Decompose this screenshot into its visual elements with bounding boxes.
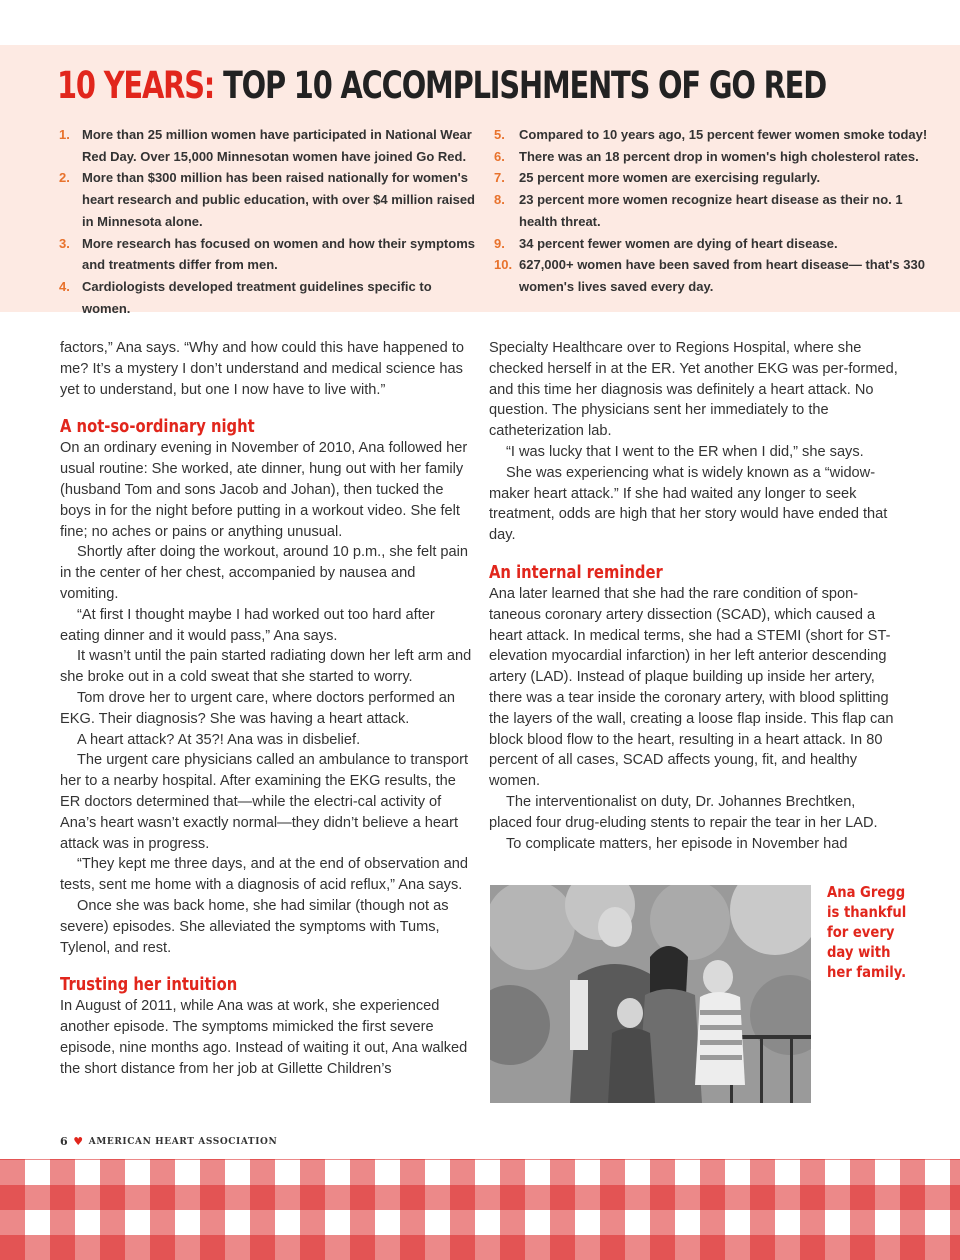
paragraph: Shortly after doing the workout, around 10 p.m., she felt pain in the center of her chest, accompanied by nausea and vomiting. <box>60 544 469 602</box>
gingham-border <box>0 1159 960 1260</box>
paragraph: “I was lucky that I went to the ER when I did,” she says. <box>506 443 864 460</box>
list-item <box>57 276 477 319</box>
list-item <box>494 146 934 168</box>
paragraph: Once she was back home, she had similar (though not as severe) episodes. She alleviated the symptoms with Tums, Tylenol, and rest. <box>60 897 449 956</box>
item-text: Cardiologists developed treatment guidelines specific to women. <box>82 278 432 316</box>
list-item <box>494 189 934 232</box>
paragraph: Ana later learned that she had the rare condition of spon-taneous coronary artery dissection (SCAD), which caused a heart attack. In medical terms, she had a STEMI (short for ST-elevation myocardial infarction) in her left anterior descending artery (LAD). Instead of plaque building up inside her artery, there was a tear inside the coronary artery, with blood splitting the layers of the wall, creating a loose flap inside. This flap can block blood flow to the heart, resulting in a heart attack. In 80 percent of all cases, SCAD affects young, fit, and healthy women. <box>489 585 894 790</box>
list-item <box>57 167 477 232</box>
paragraph: On an ordinary evening in November of 2010, Ana followed her usual routine: She worked, ate dinner, hung out with her family (husband Tom and sons Jacob and Johan), then tucked the boys in for the night before putting in a workout video. She felt fine; no aches or pains or anything unusual. <box>60 440 468 540</box>
item-number: 4. <box>59 278 70 294</box>
paragraph: Tom drove her to urgent care, where doctors performed an EKG. Their diagnosis? She was having a heart attack. <box>60 689 456 727</box>
paragraph: Specialty Healthcare over to Regions Hospital, where she checked herself in at the ER. Yet another EKG was per-formed, and this time her diagnosis was definitely a heart attack. No question. The physicians sent her immediately to the catheterization lab. <box>489 340 898 440</box>
accomplishments-list-left <box>57 124 477 319</box>
paragraph: factors,” Ana says. “Why and how could this have happened to me? It’s a mystery I don’t understand and medical science has yet to understand, but one I now have to live with.” <box>60 340 464 398</box>
list-item <box>494 254 934 297</box>
family-photo-illustration <box>490 885 811 1103</box>
item-text: More than 25 million women have participated in National Wear Red Day. Over 15,000 Minnesotan women have joined Go Red. <box>82 127 472 164</box>
section-heading: Trusting her intuition <box>60 974 238 996</box>
item-number: 2. <box>59 170 70 186</box>
item-text: Compared to 10 years ago, 15 percent fewer women smoke today! <box>519 127 928 142</box>
item-text: 627,000+ women have been saved from heart disease— that's 330 women's lives saved every day. <box>519 257 925 294</box>
item-number: 9. <box>494 235 505 251</box>
banner-title-text: TOP 10 ACCOMPLISHMENTS OF GO RED <box>223 64 826 107</box>
item-number: 10. <box>494 257 513 273</box>
item-text: 34 percent fewer women are dying of heart disease. <box>519 235 838 251</box>
item-text: 25 percent more women are exercising regularly. <box>519 170 821 186</box>
photo-caption: Ana Gregg is thankful for every day with her family. <box>827 883 907 981</box>
item-number: 5. <box>494 127 505 142</box>
article-column-right <box>489 338 901 854</box>
list-item <box>57 233 477 276</box>
banner-title <box>57 64 826 107</box>
item-number: 8. <box>494 192 505 208</box>
page-footer <box>60 1135 277 1148</box>
list-item <box>494 233 934 255</box>
section-heading: An internal reminder <box>489 561 663 583</box>
banner-title-highlight: 10 YEARS: <box>57 64 215 107</box>
paragraph: The urgent care physicians called an ambulance to transport her to a nearby hospital. After examining the EKG results, the ER doctors determined that—while the electri-cal activity of Ana’s heart wasn’t exactly normal—they didn’t believe a heart attack was in progress. <box>60 752 469 852</box>
family-photo <box>490 885 811 1103</box>
article-column-left <box>60 338 472 1080</box>
item-text: There was an 18 percent drop in women's high cholesterol rates. <box>519 148 919 164</box>
paragraph: “They kept me three days, and at the end of observation and tests, sent me home with a diagnosis of acid reflux,” Ana says. <box>60 856 469 894</box>
list-item <box>494 167 934 189</box>
heart-icon: ♥ <box>73 1135 84 1148</box>
paragraph: In August of 2011, while Ana was at work, she experienced another episode. The symptoms mimicked the first severe episode, nine months ago. Instead of waiting it out, Ana walked the short distance from her job at Gillette Children’s <box>60 998 468 1077</box>
list-item <box>494 124 934 146</box>
paragraph: A heart attack? At 35?! Ana was in disbelief. <box>77 731 361 748</box>
item-text: More than $300 million has been raised nationally for women's heart research and public education, with over $4 million raised in Minnesota alone. <box>82 170 476 229</box>
page-number: 6 <box>60 1135 69 1148</box>
item-text: 23 percent more women recognize heart disease as their no. 1 health threat. <box>519 192 903 229</box>
paragraph: The interventionalist on duty, Dr. Johannes Brechtken, placed four drug-eluding stents to repair the tear in her LAD. <box>489 793 878 831</box>
paragraph: It wasn’t until the pain started radiating down her left arm and she broke out in a cold sweat that she started to worry. <box>60 648 472 686</box>
paragraph: To complicate matters, her episode in November had <box>506 835 848 852</box>
item-number: 3. <box>59 235 70 251</box>
item-text: More research has focused on women and how their symptoms and treatments differ from men. <box>82 235 475 273</box>
item-number: 6. <box>494 148 505 164</box>
publication-name: AMERICAN HEART ASSOCIATION <box>88 1136 278 1147</box>
item-number: 7. <box>494 170 505 186</box>
accomplishments-list-right <box>494 124 934 298</box>
item-number: 1. <box>59 127 70 142</box>
list-item <box>57 124 477 167</box>
paragraph: “At first I thought maybe I had worked out too hard after eating dinner and it would pass,” Ana says. <box>60 606 435 644</box>
section-heading: A not-so-ordinary night <box>60 416 255 438</box>
paragraph: She was experiencing what is widely known as a “widow-maker heart attack.” If she had waited any longer to seek treatment, odds are high that her story would have ended that day. <box>489 464 888 544</box>
